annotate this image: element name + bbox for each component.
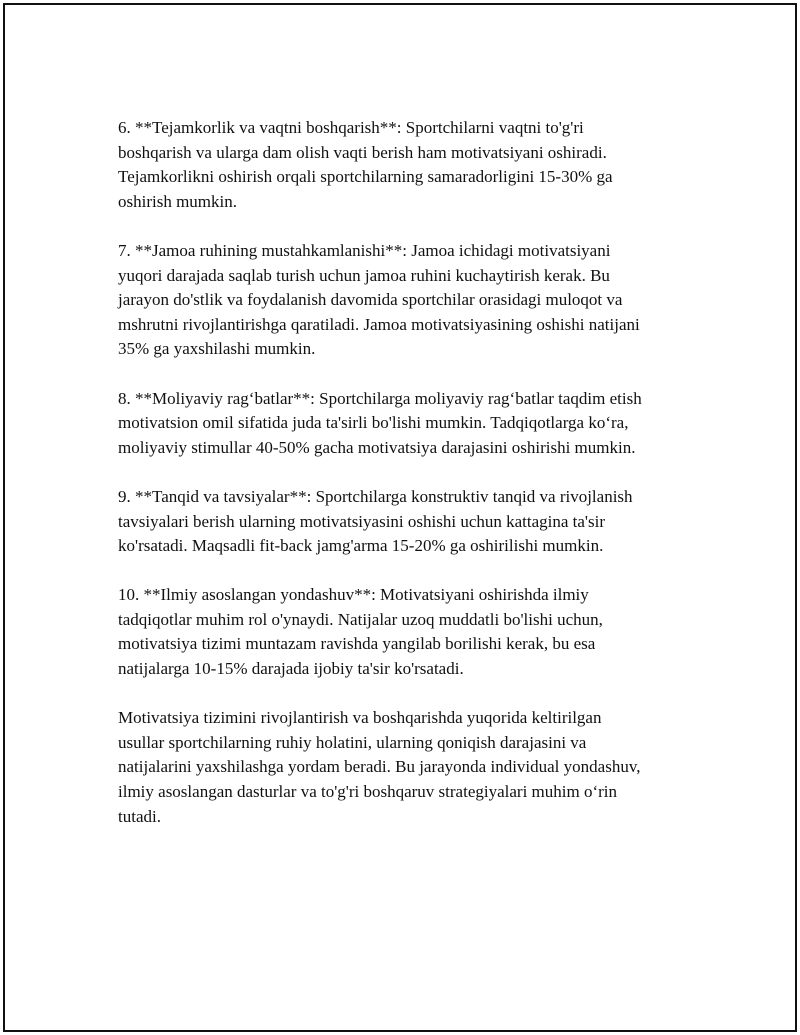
text-line: Tejamkorlikni oshirish orqali sportchilarning samaradorligini 15-30% ga [118,167,613,187]
text-line: 8. **Moliyaviy rag‘batlar**: Sportchilarga moliyaviy rag‘batlar taqdim etish [118,388,642,408]
text-line: tavsiyalari berish ularning motivatsiyasini oshishi uchun kattagina ta'sir [118,511,605,531]
paragraph-item-8 [118,387,698,461]
text-line: motivatsion omil sifatida juda ta'sirli bo'lishi mumkin. Tadqiqotlarga ko‘ra, [118,413,629,433]
paragraph-item-7 [118,239,698,362]
text-line: 9. **Tanqid va tavsiyalar**: Sportchilarga konstruktiv tanqid va rivojlanish [118,486,633,506]
text-line: yuqori darajada saqlab turish uchun jamoa ruhini kuchaytirish kerak. Bu [118,265,610,285]
text-line: Motivatsiya tizimini rivojlantirish va boshqarishda yuqorida keltirilgan [118,708,602,728]
text-line: 7. **Jamoa ruhining mustahkamlanishi**: Jamoa ichidagi motivatsiyani [118,240,611,260]
text-line: ilmiy asoslangan dasturlar va to'g'ri boshqaruv strategiyalari muhim o‘rin [118,782,618,802]
paragraph-item-6 [118,116,698,214]
text-line: 35% ga yaxshilashi mumkin. [118,339,316,359]
text-line: oshirish mumkin. [118,191,238,211]
text-line: boshqarish va ularga dam olish vaqti berish ham motivatsiyani oshiradi. [118,142,607,162]
text-line: natijalarini yaxshilashga yordam beradi. Bu jarayonda individual yondashuv, [118,757,641,777]
paragraph-item-10 [118,583,698,681]
text-line: ko'rsatadi. Maqsadli fit-back jamg'arma 15-20% ga oshirilishi mumkin. [118,536,604,556]
text-line: natijalarga 10-15% darajada ijobiy ta'sir ko'rsatadi. [118,659,464,679]
text-line: jarayon do'stlik va foydalanish davomida sportchilar orasidagi muloqot va [118,290,623,310]
paragraph-item-9 [118,485,698,559]
text-line: 6. **Tejamkorlik va vaqtni boshqarish**: Sportchilarni vaqtni to'g'ri [118,118,584,137]
text-line: 10. **Ilmiy asoslangan yondashuv**: Motivatsiyani oshirishda ilmiy [118,585,589,605]
text-line: moliyaviy stimullar 40-50% gacha motivatsiya darajasini oshirishi mumkin. [118,437,636,457]
paragraph-conclusion [118,706,698,829]
text-line: tadqiqotlar muhim rol o'ynaydi. Natijalar uzoq muddatli bo'lishi uchun, [118,609,603,629]
document-body [118,116,698,854]
text-line: motivatsiya tizimi muntazam ravishda yangilab borilishi kerak, bu esa [118,634,596,654]
text-line: tutadi. [118,806,161,826]
text-line: mshrutni rivojlantirishga qaratiladi. Jamoa motivatsiyasining oshishi natijani [118,314,640,334]
text-line: usullar sportchilarning ruhiy holatini, ularning qoniqish darajasini va [118,732,587,752]
